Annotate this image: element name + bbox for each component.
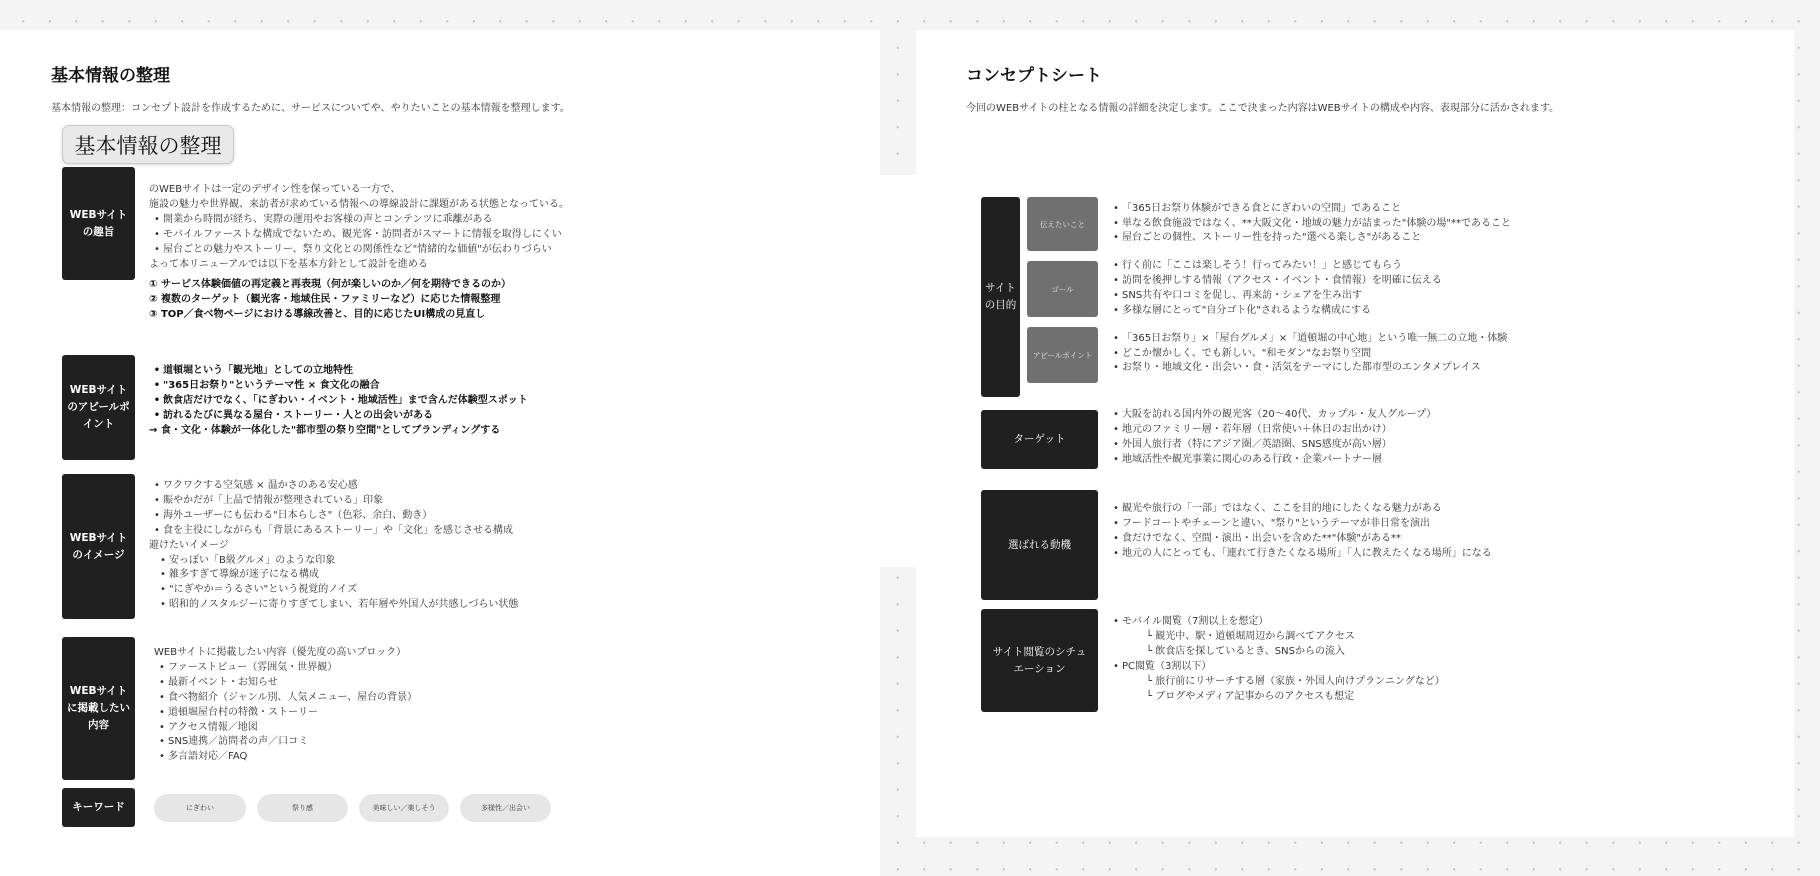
label-site-purpose: サイト の目的 [981,197,1020,397]
list-item: • モバイル閲覧（7割以上を想定） [1108,615,1445,630]
list-item: └ 旅行前にリサーチする層（家族・外国人向けプランニングなど） [1146,675,1445,687]
list-item: • 地域活性や観光事業に関心のある行政・企業パートナー層 [1108,453,1436,468]
list-item: • お祭り・地域文化・出会い・食・活気をテーマにした都市型のエンタメプレイス [1108,361,1507,376]
list-item: • 開業から時間が経ち、実際の運用やお客様の声とコンテンツに乖離がある [149,213,569,228]
section-purpose-text [149,183,569,323]
list-item: • 雑多すぎて導線が迷子になる構成 [149,568,518,583]
list-item: のWEBサイトは一定のデザイン性を保っている一方で、 [149,184,401,195]
list-item: • PC閲覧（3割以下） [1108,660,1445,675]
label-message: 伝えたいこと [1027,197,1098,251]
list-item: • 安っぽい「B級グルメ」のような印象 [149,554,518,569]
list-item: • 賑やかだが「上品で情報が整理されている」印象 [149,494,518,509]
list-item: • フードコートやチェーンと違い、"祭り"というテーマが非日常を演出 [1108,517,1492,532]
keyword-pill: 祭り感 [257,794,348,822]
list-item: • 大阪を訪れる国内外の観光客（20〜40代、カップル・友人グループ） [1108,408,1436,423]
list-item: よって本リニューアルでは以下を基本方針として設計を進める [149,258,428,270]
list-item: • SNS共有や口コミを促し、再来訪・シェアを生み出す [1108,289,1442,304]
section-appeal-text [149,364,528,439]
list-item: • 観光や旅行の「一部」ではなく、ここを目的地にしたくなる魅力がある [1108,502,1492,517]
message-text [1108,197,1511,251]
label-image: WEBサイト のイメージ [62,474,135,619]
list-item: ① サービス体験価値の再定義と再表現（何が楽しいのか／何を期待できるのか） [149,279,511,291]
list-item: → 食・文化・体験が一体化した"都市型の祭り空間"としてブランディングする [149,424,501,436]
section-content-text [154,646,417,765]
keyword-pill: 美味しい／楽しそう [359,794,449,822]
list-item: • 行く前に「ここは楽しそう！行ってみたい！」と感じてもらう [1108,259,1442,274]
label-purpose: WEBサイト の趣旨 [62,167,135,280]
motive-text [1108,502,1492,562]
label-keyword: キーワード [62,788,135,827]
label-appeal-point: アピールポイント [1027,327,1098,383]
appeal-point-text [1108,327,1507,381]
list-item: • 地元のファミリー層・若年層（日常使い＋休日のお出かけ） [1108,423,1436,438]
keyword-pill: 多様性／出会い [460,794,551,822]
label-target: ターゲット [981,410,1098,469]
list-item: • 最新イベント・お知らせ [154,676,417,691]
label-content: WEBサイト に掲載したい 内容 [62,637,135,780]
list-item: • 訪問を後押しする情報（アクセス・イベント・食情報）を明確に伝える [1108,274,1442,289]
list-item: • 「365日お祭り」×「屋台グルメ」×「道頓堀の中心地」という唯一無二の立地・体験 [1108,332,1507,347]
list-item: • 単なる飲食施設ではなく、**大阪文化・地域の魅力が詰まった"体験の場"**であること [1108,217,1511,232]
list-item: • 「365日お祭り体験ができる食とにぎわいの空間」であること [1108,202,1511,217]
list-item: • ファーストビュー（雰囲気・世界観） [154,661,417,676]
list-item: • 地元の人にとっても、「連れて行きたくなる場所」「人に教えたくなる場所」になる [1108,547,1492,562]
list-item: • 飲食店だけでなく、「にぎわい・イベント・地域活性」まで含んだ体験型スポット [149,394,528,409]
list-item: 施設の魅力や世界観、来訪者が求めている情報への導線設計に課題がある状態となっている。 [149,198,569,210]
list-item: • SNS連携／訪問者の声／口コミ [154,735,417,750]
section-image-text [149,479,518,613]
list-item: ③ TOP／食べ物ページにおける導線改善と、目的に応じたUI構成の見直し [149,309,486,321]
label-situation: サイト閲覧のシチュ エーション [981,609,1098,712]
left-title: 基本情報の整理 [51,66,170,86]
left-subtitle: 基本情報の整理：コンセプト設計を作成するために、サービスについてや、やりたいことの基本情報を整理します。 [51,103,570,114]
list-item: 避けたいイメージ [149,539,229,551]
list-item: • ワクワクする空気感 × 温かさのある安心感 [149,479,518,494]
frame-name-tooltip: 基本情報の整理 [62,125,234,164]
list-item: • 昭和的ノスタルジーに寄りすぎてしまい、若年層や外国人が共感しづらい状態 [149,598,518,613]
label-goal: ゴール [1027,261,1098,317]
label-motive: 選ばれる動機 [981,490,1098,600]
list-item: WEBサイトに掲載したい内容（優先度の高いブロック） [154,647,407,658]
board-gap-fill [880,175,916,567]
list-item: • 道頓堀屋台村の特徴・ストーリー [154,706,417,721]
list-item: • 屋台ごとの個性、ストーリー性を持った"選べる楽しさ"があること [1108,231,1511,246]
list-item: • 海外ユーザーにも伝わる"日本らしさ"（色彩、余白、動き） [149,509,518,524]
list-item: └ 観光中、駅・道頓堀周辺から調べてアクセス [1146,630,1355,642]
list-item: • 食だけでなく、空間・演出・出会いを含めた**"体験"がある** [1108,532,1492,547]
list-item: ② 複数のターゲット（観光客・地域住民・ファミリーなど）に応じた情報整理 [149,294,501,306]
list-item: • 食べ物紹介（ジャンル別、人気メニュー、屋台の背景） [154,691,417,706]
list-item: • アクセス情報／地図 [154,721,417,736]
keyword-pill: にぎわい [154,794,246,822]
list-item: • モバイルファーストな構成でないため、観光客・訪問者がスマートに情報を取得しにくい [149,228,569,243]
list-item: • 道頓堀という「観光地」としての立地特性 [149,364,528,379]
list-item: • "にぎやか＝うるさい"という視覚的ノイズ [149,583,518,598]
list-item: └ ブログやメディア記事からのアクセスも想定 [1146,690,1355,702]
list-item: • 食を主役にしながらも「背景にあるストーリー」や「文化」を感じさせる構成 [149,524,518,539]
list-item: • どこか懐かしく、でも新しい、"和モダン"なお祭り空間 [1108,347,1507,362]
right-subtitle: 今回のWEBサイトの柱となる情報の詳細を決定します。ここで決まった内容はWEBサイトの構成や内容、表現部分に活かされます。 [966,103,1560,114]
list-item: • "365日お祭り"というテーマ性 × 食文化の融合 [149,379,528,394]
list-item: • 多言語対応／FAQ [154,750,417,765]
target-text [1108,408,1436,468]
list-item: └ 飲食店を探しているとき、SNSからの流入 [1146,645,1345,657]
right-title: コンセプトシート [966,66,1102,86]
list-item: • 屋台ごとの魅力やストーリー、祭り文化との関係性など"情緒的な価値"が伝わりづらい [149,243,569,258]
situation-text [1108,615,1445,704]
list-item: • 外国人旅行者（特にアジア圏／英語圏、SNS感度が高い層） [1108,438,1436,453]
list-item: • 訪れるたびに異なる屋台・ストーリー・人との出会いがある [149,409,528,424]
goal-text [1108,261,1442,317]
label-appeal: WEBサイト のアピールポ イント [62,355,135,460]
list-item: • 多様な層にとって"自分ゴト化"されるような構成にする [1108,304,1442,319]
